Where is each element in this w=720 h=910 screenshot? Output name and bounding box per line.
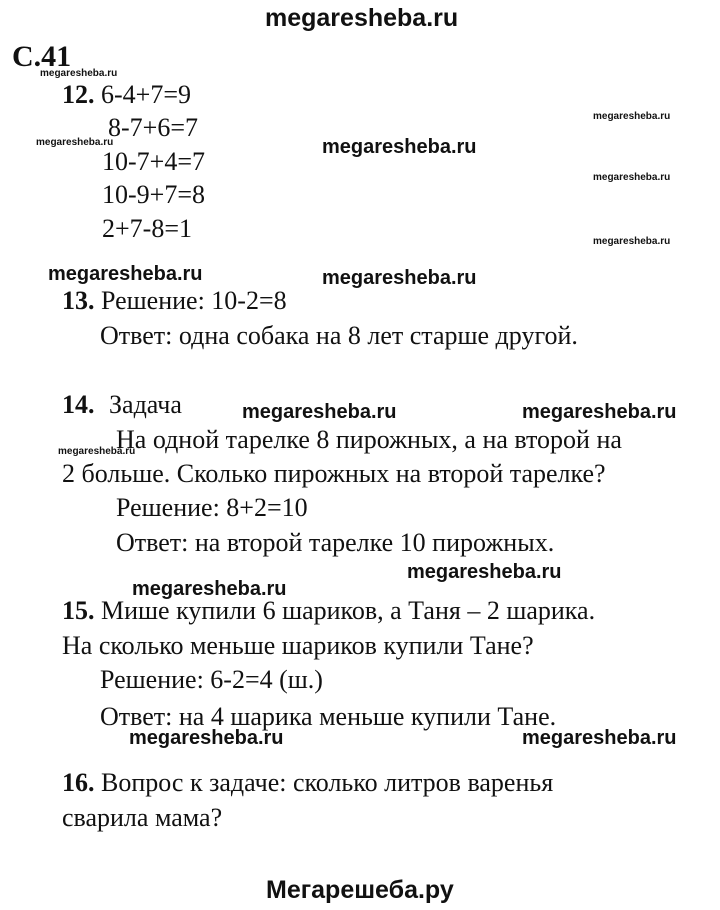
watermark: megaresheba.ru [593,236,671,247]
watermark: megaresheba.ru [522,727,677,749]
task15-text-1: Мише купили 6 шариков, а Таня – 2 шарика. [101,596,596,625]
task13-line1 [62,286,287,316]
watermark: megaresheba.ru [593,111,671,122]
watermark: megaresheba.ru [132,578,287,600]
task15-answer: Ответ: на 4 шарика меньше купили Тане. [100,702,557,731]
task16-text-2: сварила мама? [62,803,223,832]
task12-number: 12. [62,80,95,109]
task16-number: 16. [62,768,95,797]
watermark: megaresheba.ru [58,446,136,457]
task12-line1 [62,80,191,110]
watermark: megaresheba.ru [407,561,562,583]
task16-text-1: Вопрос к задаче: сколько литров варенья [101,768,554,797]
watermark: megaresheba.ru [40,68,118,79]
task16-line1 [62,768,553,798]
task15-number: 15. [62,596,95,625]
task12-expr-1: 6-4+7=9 [101,80,191,109]
task14-text-2: 2 больше. Сколько пирожных на второй тарелке? [62,459,606,488]
task14-number: 14. [62,390,95,419]
task12-expr-4: 10-9+7=8 [102,180,205,209]
task14-line1 [62,390,182,420]
site-header: megaresheba.ru [265,4,459,32]
watermark: megaresheba.ru [322,136,477,158]
task14-text-1: На одной тарелке 8 пирожных, а на второй на [116,425,622,454]
task15-solution: Решение: 6-2=4 (ш.) [100,665,323,694]
task15-text-2: На сколько меньше шариков купили Тане? [62,631,534,660]
task12-expr-5: 2+7-8=1 [102,214,192,243]
watermark: megaresheba.ru [36,137,114,148]
task13-solution: Решение: 10-2=8 [101,286,287,315]
page-label: С.41 [12,40,72,73]
watermark: megaresheba.ru [129,727,284,749]
watermark: megaresheba.ru [242,401,397,423]
task14-title: Задача [109,390,182,419]
task12-expr-2: 8-7+6=7 [108,113,198,142]
watermark: megaresheba.ru [48,263,203,285]
task14-solution: Решение: 8+2=10 [116,493,308,522]
task13-answer: Ответ: одна собака на 8 лет старше другой. [100,321,578,350]
footer-site: Мегарешеба.ру [266,876,454,904]
task14-answer: Ответ: на второй тарелке 10 пирожных. [116,528,555,557]
task13-number: 13. [62,286,95,315]
watermark: megaresheba.ru [522,401,677,423]
watermark: megaresheba.ru [322,267,477,289]
watermark: megaresheba.ru [593,172,671,183]
task12-expr-3: 10-7+4=7 [102,147,205,176]
